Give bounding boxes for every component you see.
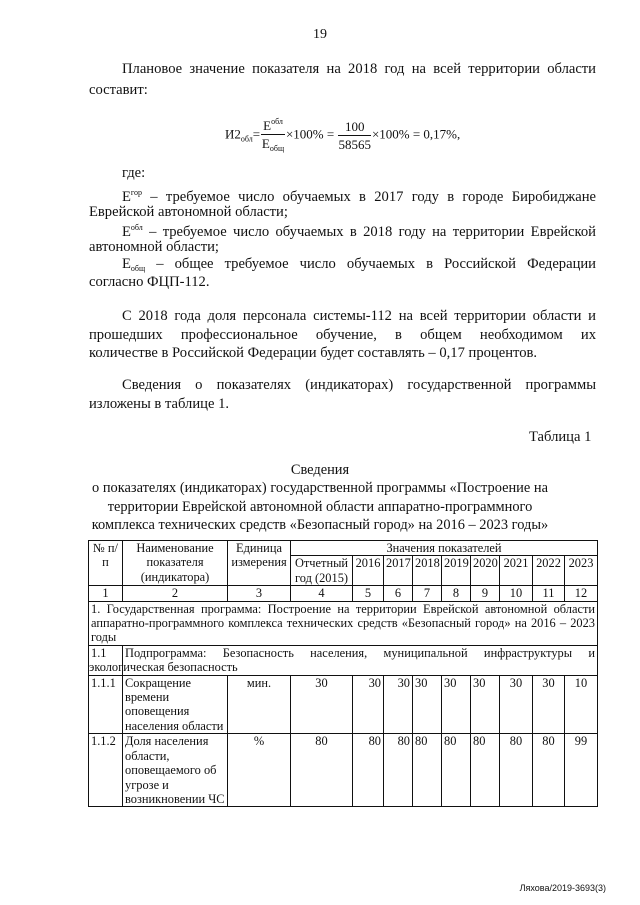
program-title: 1. Государственная программа: Построение на территории Еврейской автономной области аппаратно-программного комплекса технических средств «Безопасный город» на 2016 – 2023 годы [89,601,598,645]
intro-line-2: составит: [89,82,148,98]
para2-line-3: количестве в Российской Федерации будет составлять – 0,17 процентов. [89,345,538,361]
column-numbers-row [89,586,598,601]
row-report: 30 [291,675,353,734]
row-unit: % [228,734,291,807]
intro-line-1: Плановое значение показателя на 2018 год на всей территории области [122,61,596,77]
formula-lhs: И2 [225,126,241,142]
fraction-1-denominator: Е [261,136,270,151]
table-row [89,675,598,734]
caption-line-3: комплекса технических средств «Безопасный город» на 2016 – 2023 годы» [91,517,549,533]
header-year: 2016 [353,556,384,586]
row-value: 80 [533,734,565,807]
document-footer-code: Ляхова/2019-3693(3) [519,883,606,893]
caption-title: Сведения [290,462,350,478]
header-year: 2018 [413,556,442,586]
para2-line-1: С 2018 года доля персонала системы-112 на всей территории области и [122,308,596,324]
row-value: 80 [500,734,533,807]
column-number: 6 [384,586,413,601]
formula-fraction-2 [338,120,371,152]
subprogram-num: 1.1 [89,645,123,675]
where-label: где: [122,165,146,181]
formula-eq: = [252,126,261,142]
header-num: № п/п [89,541,123,586]
row-value: 30 [353,675,384,734]
formula-lhs-sub: обл [240,134,253,144]
column-number: 5 [353,586,384,601]
program-row [89,601,598,645]
egor-symbol: Е [122,189,131,205]
egor-sup: гор [130,188,143,197]
column-number: 11 [533,586,565,601]
header-year: 2021 [500,556,533,586]
fraction-2-numerator: 100 [338,120,371,136]
eobsch-sub: общ [130,264,146,273]
header-year: 2023 [565,556,598,586]
row-value: 10 [565,675,598,734]
formula-fraction-1 [261,115,285,156]
where-eobl-line-2: автономной области; [89,239,219,255]
row-value: 30 [384,675,413,734]
header-name: Наименование показателя (индикатора) [123,541,228,586]
eobsch-symbol: Е [122,256,131,272]
column-number: 1 [89,586,123,601]
table-row [89,734,598,807]
row-value: 30 [533,675,565,734]
fraction-2-denominator: 58565 [338,136,371,152]
column-number: 4 [291,586,353,601]
header-row-1 [89,541,598,556]
column-number: 9 [471,586,500,601]
fraction-1-numerator-sup: обл [271,117,283,126]
where-egor-line-2: Еврейской автономной области; [89,204,288,220]
fraction-1-denominator-sub: общ [269,144,285,153]
formula-tail: ×100% = 0,17%, [371,126,461,142]
row-value: 99 [565,734,598,807]
where-eobsch-line-2: согласно ФЦП-112. [89,274,210,290]
fraction-1-numerator: Е [263,118,272,133]
eobl-sup: обл [130,223,143,232]
subprogram-line-2: экологическая безопасность [89,660,238,675]
header-year: 2020 [471,556,500,586]
row-num: 1.1.1 [89,675,123,734]
row-name: Доля населения области, оповещаемого об угрозе и возникновении ЧС [123,734,228,807]
caption-line-1: о показателях (индикаторах) государственной программы «Построение на [92,480,548,496]
eobl-symbol: Е [122,224,131,240]
column-number: 12 [565,586,598,601]
header-report-year: Отчетный год (2015) [291,556,353,586]
row-value: 80 [413,734,442,807]
table-label: Таблица 1 [529,429,592,445]
column-number: 7 [413,586,442,601]
header-year: 2019 [442,556,471,586]
row-name: Сокращение времени оповещения населения области [123,675,228,734]
formula-multiplier: ×100% = [285,126,335,142]
column-number: 3 [228,586,291,601]
eobsch-text: – общее требуемое число обучаемых в Российской Федерации [145,256,596,272]
row-value: 30 [413,675,442,734]
row-report: 80 [291,734,353,807]
para3-line-1: Сведения о показателях (индикаторах) государственной программы [122,377,596,393]
row-value: 80 [471,734,500,807]
header-year: 2017 [384,556,413,586]
row-value: 80 [384,734,413,807]
egor-text: – требуемое число обучаемых в 2017 году в городе Биробиджане [142,189,596,205]
column-number: 8 [442,586,471,601]
row-value: 30 [500,675,533,734]
header-values: Значения показателей [291,541,598,556]
row-value: 30 [471,675,500,734]
header-unit: Единица измерения [228,541,291,586]
eobl-text: – требуемое число обучаемых в 2018 году на территории Еврейской [142,224,596,240]
page-number: 19 [313,27,327,42]
row-value: 80 [442,734,471,807]
para2-line-2: прошедших профессиональное обучение, в общем необходимом их [89,327,596,343]
row-value: 30 [442,675,471,734]
caption-line-2: территории Еврейской автономной области аппаратно-программного [107,499,533,515]
row-unit: мин. [228,675,291,734]
column-number: 10 [500,586,533,601]
subprogram-line-1: Подпрограмма: Безопасность населения, муниципальной инфраструктуры и [125,645,595,660]
row-value: 80 [353,734,384,807]
row-num: 1.1.2 [89,734,123,807]
para3-line-2: изложены в таблице 1. [89,396,230,412]
column-number: 2 [123,586,228,601]
indicators-table [88,540,598,807]
subprogram-row [89,645,598,675]
header-year: 2022 [533,556,565,586]
formula [225,115,460,156]
